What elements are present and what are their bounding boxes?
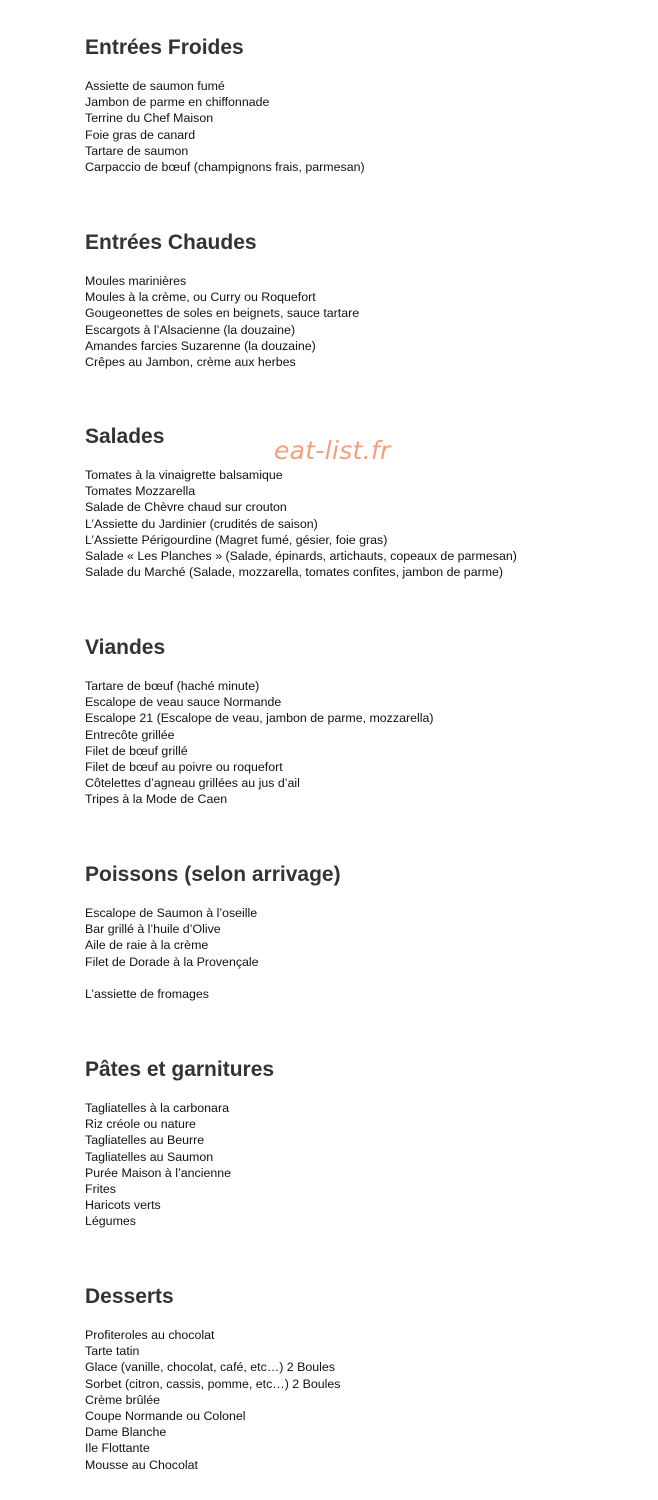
menu-item: Sorbet (citron, cassis, pomme, etc…) 2 Boules: [85, 1376, 341, 1391]
menu-item: Tartare de bœuf (haché minute): [85, 679, 260, 693]
menu-item: Salade « Les Planches » (Salade, épinards, artichauts, copeaux de parmesan): [85, 548, 517, 563]
section-title: Pâtes et garnitures: [85, 1058, 275, 1081]
section-title: Entrées Froides: [85, 36, 244, 59]
menu-item: L’Assiette Périgourdine (Magret fumé, gésier, foie gras): [85, 532, 388, 547]
menu-item: Entrecôte grillée: [85, 727, 175, 742]
section-title: Poissons (selon arrivage): [85, 863, 341, 886]
menu-item: Tartare de saumon: [85, 143, 189, 158]
menu-item: Filet de Dorade à la Provençale: [85, 954, 259, 969]
menu-item: Ile Flottante: [85, 1441, 150, 1456]
watermark: eat-list.fr: [274, 436, 391, 465]
item-list: [85, 467, 517, 580]
section-title: Viandes: [85, 636, 166, 659]
menu-item: Tomates à la vinaigrette balsamique: [85, 468, 283, 482]
menu-item: Escalope de veau sauce Normande: [85, 695, 282, 710]
menu-item: Mousse au Chocolat: [85, 1457, 198, 1472]
section-entrees-froides: [85, 36, 365, 174]
section-poissons: [85, 863, 341, 1001]
menu-item: Profiteroles au chocolat: [85, 1328, 215, 1342]
section-entrees-chaudes: [85, 231, 360, 369]
menu-item: Tomates Mozzarella: [85, 484, 196, 499]
section-desserts: [85, 1285, 341, 1472]
menu-item: Bar grillé à l’huile d’Olive: [85, 922, 221, 937]
menu-item: Amandes farcies Suzarenne (la douzaine): [85, 338, 316, 353]
menu-item: Assiette de saumon fumé: [85, 79, 225, 93]
menu-item: Purée Maison à l’ancienne: [85, 1165, 232, 1180]
menu-item: Tagliatelles au Saumon: [85, 1149, 214, 1164]
menu-item: Tagliatelles au Beurre: [85, 1133, 205, 1148]
menu-item: Filet de bœuf au poivre ou roquefort: [85, 759, 283, 774]
item-list: [85, 1100, 231, 1230]
menu-item: Moules à la crème, ou Curry ou Roquefort: [85, 290, 316, 305]
blank-line: [85, 970, 259, 986]
section-title: Desserts: [85, 1285, 174, 1308]
menu-item: Filet de bœuf grillé: [85, 743, 188, 758]
menu-item: Foie gras de canard: [85, 127, 196, 142]
item-list: [85, 1327, 340, 1473]
section-viandes: [85, 636, 434, 807]
menu-item: Haricots verts: [85, 1198, 161, 1213]
menu-item: Frites: [85, 1181, 116, 1196]
menu-item: Escargots à l’Alsacienne (la douzaine): [85, 322, 296, 337]
menu-item: Salade du Marché (Salade, mozzarella, tomates confites, jambon de parme): [85, 565, 504, 580]
menu-item: Légumes: [85, 1214, 136, 1229]
menu-item: Terrine du Chef Maison: [85, 111, 214, 126]
menu-item: Salade de Chèvre chaud sur crouton: [85, 500, 287, 515]
menu-item: Escalope de Saumon à l’oseille: [85, 906, 258, 920]
menu-item: Tagliatelles à la carbonara: [85, 1101, 229, 1115]
menu-item: Escalope 21 (Escalope de veau, jambon de parme, mozzarella): [85, 711, 434, 726]
menu-item: Jambon de parme en chiffonnade: [85, 95, 270, 110]
menu-item: Crêpes au Jambon, crème aux herbes: [85, 354, 296, 369]
menu-item: L’assiette de fromages: [85, 986, 209, 1001]
menu-item: Carpaccio de bœuf (champignons frais, parmesan): [85, 159, 365, 174]
menu-item: Tripes à la Mode de Caen: [85, 792, 228, 807]
section-pates-garnitures: [85, 1058, 275, 1229]
section-title: Entrées Chaudes: [85, 231, 257, 254]
menu-item: L’Assiette du Jardinier (crudités de saison): [85, 516, 318, 531]
menu-item: Côtelettes d’agneau grillées au jus d’ail: [85, 776, 300, 791]
item-list: [85, 905, 259, 1002]
menu-item: Coupe Normande ou Colonel: [85, 1408, 246, 1423]
menu-item: Gougeonettes de soles en beignets, sauce tartare: [85, 306, 360, 321]
menu-item: Tarte tatin: [85, 1344, 140, 1359]
menu-item: Glace (vanille, chocolat, café, etc…) 2 Boules: [85, 1360, 335, 1375]
menu-item: Riz créole ou nature: [85, 1117, 196, 1132]
menu-item: Moules marinières: [85, 274, 187, 288]
item-list: [85, 273, 359, 370]
menu-item: Aile de raie à la crème: [85, 938, 209, 953]
section-title: Salades: [85, 425, 165, 448]
item-list: [85, 78, 365, 175]
menu-item: Crème brûlée: [85, 1392, 161, 1407]
item-list: [85, 678, 434, 808]
menu-item: Dame Blanche: [85, 1425, 167, 1440]
